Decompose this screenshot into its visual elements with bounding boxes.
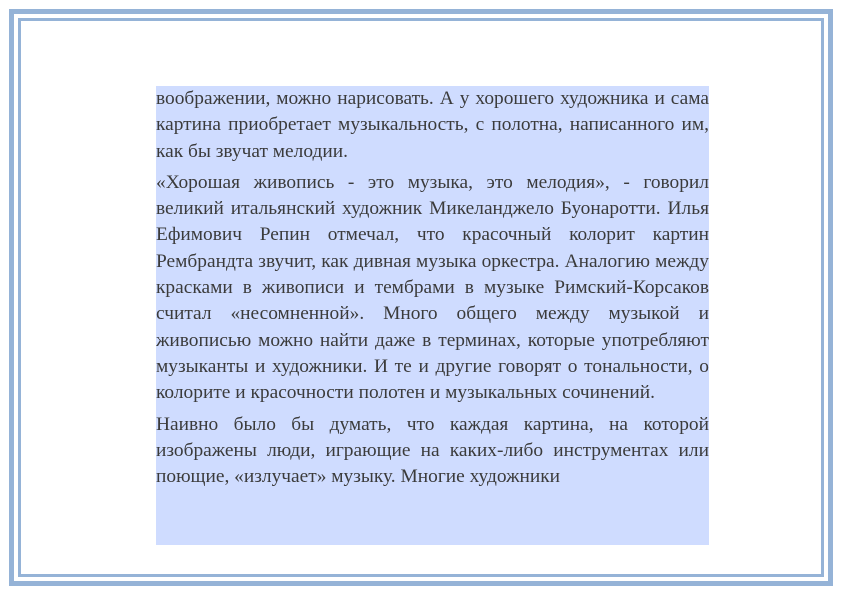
paragraph-2: «Хорошая живопись - это музыка, это мелодия», - говорил великий итальянский художник Микеланджело Буонаротти. Илья Ефимович Репин отмечал, что красочный колорит картин Рембрандта звучит, как дивная музыка оркестра. Аналогию между красками в живописи и тембрами в музыке Римский-Корсаков считал «несомненной». Много общего между музыкой и живописью можно найти даже в терминах, которые употребляют музыканты и художники. И те и другие говорят о тональности, о колорите и красочности полотен и музыкальных сочинений. [156,171,709,404]
text-box [156,86,709,545]
paragraph-1: воображении, можно нарисовать. А у хорошего художника и сама картина приобретает музыкальность, с полотна, написанного им, как бы звучат мелодии. [156,88,709,162]
paragraph-3: Наивно было бы думать, что каждая картина, на которой изображены люди, играющие на каких-либо инструментах или поющие, «излучает» музыку. Многие художники [156,413,709,488]
